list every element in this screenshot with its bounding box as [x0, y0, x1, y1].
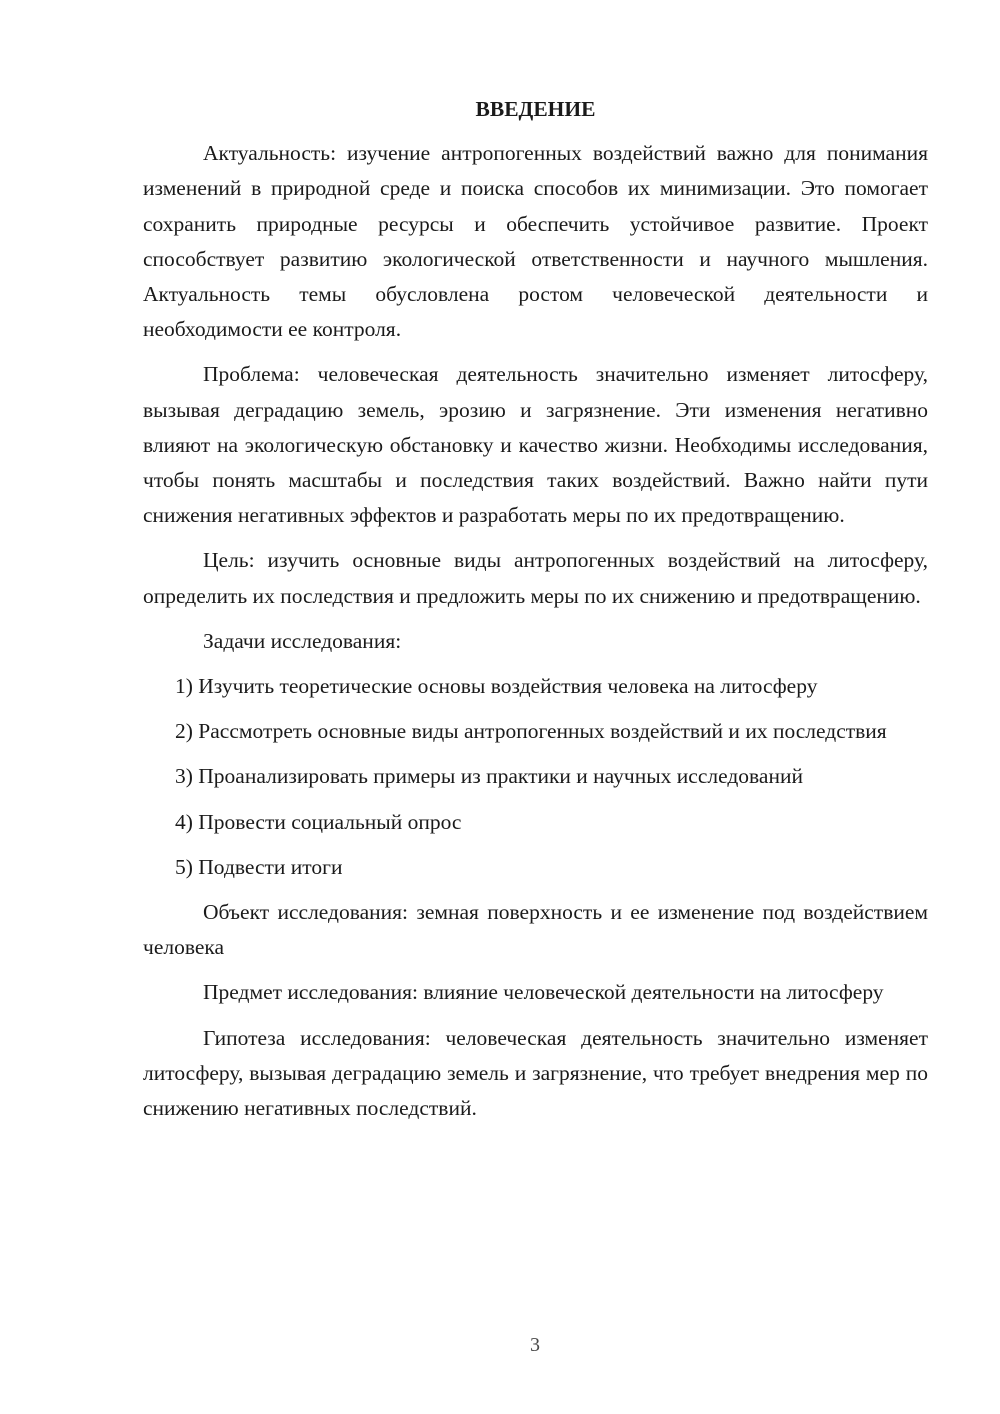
task-item-4: 4) Провести социальный опрос [175, 809, 462, 834]
task-item-2: 2) Рассмотреть основные виды антропогенных воздействий и их последствия [175, 719, 887, 744]
task-item-5: 5) Подвести итоги [175, 854, 343, 879]
tasks-heading: Задачи исследования: [203, 628, 402, 653]
goal-paragraph: Цель: изучить основные виды антропогенных воздействий на литосферу, определить их последствия и предложить меры по их снижению и предотвращению. [143, 548, 928, 608]
object-paragraph: Объект исследования: земная поверхность и ее изменение под воздействием человека [143, 900, 928, 960]
problem-paragraph: Проблема: человеческая деятельность значительно изменяет литосферу, вызывая деградацию земель, эрозию и загрязнение. Эти изменения негативно влияют на экологическую обстановку и качество жизни. Необходимы исследования, чтобы понять масштабы и последствия таких воздействий. Важно найти пути снижения негативных эффектов и разработать меры по их предотвращению. [143, 362, 928, 528]
task-item-3: 3) Проанализировать примеры из практики и научных исследований [175, 764, 803, 789]
tasks-list [143, 669, 928, 885]
relevance-paragraph: Актуальность: изучение антропогенных воздействий важно для понимания изменений в природной среде и поиска способов их минимизации. Это помогает сохранить природные ресурсы и обеспечить устойчивое развитие. Проект способствует развитию экологической ответственности и научного мышления. Актуальность темы обусловлена ростом человеческой деятельности и необходимости ее контроля. [143, 141, 928, 342]
document-page [143, 92, 928, 1136]
document-title: ВВЕДЕНИЕ [475, 97, 596, 121]
subject-paragraph: Предмет исследования: влияние человеческой деятельности на литосферу [203, 980, 884, 1005]
hypothesis-paragraph: Гипотеза исследования: человеческая деятельность значительно изменяет литосферу, вызывая деградацию земель и загрязнение, что требует внедрения мер по снижению негативных последствий. [143, 1025, 928, 1121]
task-item-1: 1) Изучить теоретические основы воздействия человека на литосферу [175, 674, 818, 699]
page-number: 3 [530, 1334, 540, 1356]
